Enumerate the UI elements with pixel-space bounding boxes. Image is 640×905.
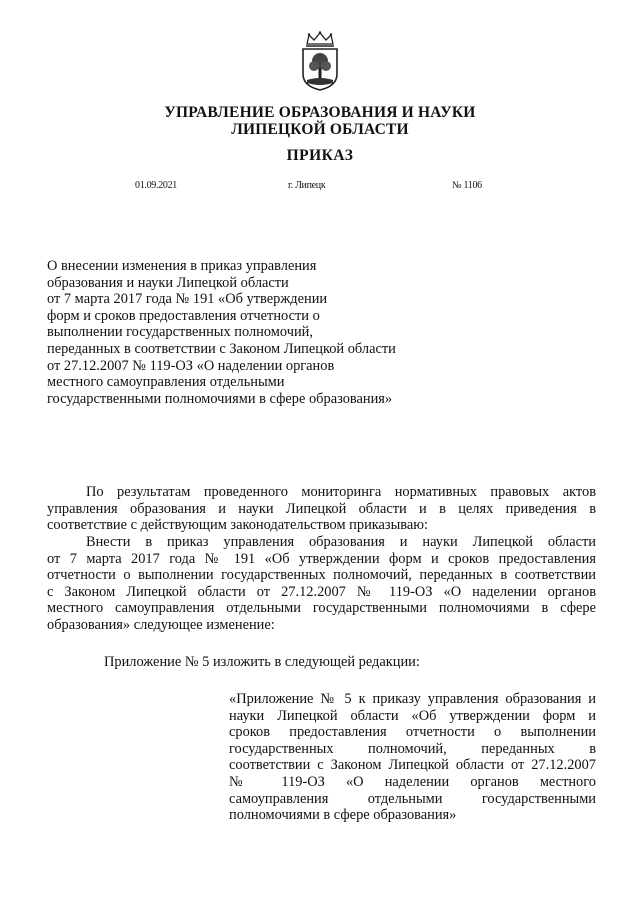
subject-line: государственными полномочиями в сфере образования»	[47, 390, 393, 407]
order-subject	[47, 258, 447, 407]
quote-line: полномочиями в сфере образования»	[229, 807, 457, 824]
subject-line: О внесении изменения в приказ управления	[47, 258, 317, 274]
body-paragraph-1	[47, 484, 596, 534]
quote-line: государственных полномочий, переданных в	[229, 740, 596, 757]
subject-line: переданных в соответствии с Законом Липецкой области	[47, 340, 396, 357]
quote-line: самоуправления отдельными государственными	[229, 790, 596, 807]
subject-line: от 7 марта 2017 года № 191 «Об утверждении	[47, 291, 328, 308]
paragraph-line: местного самоуправления отдельными государственными полномочиями в сфере	[47, 600, 596, 617]
paragraph-line: отчетности о выполнении государственных полномочий, переданных в соответствии	[47, 567, 596, 584]
subject-line: выполнении государственных полномочий,	[47, 324, 313, 341]
subject-line: от 27.12.2007 № 119-ОЗ «О наделении органов	[47, 357, 335, 374]
document-type: ПРИКАЗ	[286, 147, 354, 164]
order-city: г. Липецк	[288, 180, 326, 191]
body-paragraph-2	[47, 534, 596, 634]
quote-line: № 119-ОЗ «О наделении органов местного	[229, 773, 596, 790]
appendix-quote	[229, 691, 596, 824]
order-date: 01.09.2021	[135, 180, 178, 191]
organization-name-line-1: УПРАВЛЕНИЕ ОБРАЗОВАНИЯ И НАУКИ	[164, 104, 476, 121]
paragraph-line: управления образования и науки Липецкой области и в целях приведения в	[47, 500, 596, 517]
coat-of-arms-icon	[298, 30, 342, 92]
organization-name-line-2: ЛИПЕЦКОЙ ОБЛАСТИ	[231, 121, 409, 138]
quote-line: сроков предоставления отчетности о выполнении	[229, 724, 596, 741]
paragraph-line: с Законом Липецкой области от 27.12.2007 № 119-ОЗ «О наделении органов	[47, 583, 596, 600]
quote-line: науки Липецкой области «Об утверждении форм и	[229, 707, 596, 724]
quote-line: соответствии с Законом Липецкой области от 27.12.2007	[229, 757, 596, 774]
order-number: № 1106	[452, 180, 482, 191]
paragraph-line: Внести в приказ управления образования и науки Липецкой области	[86, 534, 596, 550]
appendix-instruction: Приложение № 5 изложить в следующей редакции:	[104, 654, 420, 670]
subject-line: местного самоуправления отдельными	[47, 374, 285, 391]
paragraph-line: образования» следующее изменение:	[47, 616, 275, 633]
subject-line: образования и науки Липецкой области	[47, 274, 289, 291]
paragraph-line: от 7 марта 2017 года № 191 «Об утверждении форм и сроков предоставления	[47, 550, 596, 567]
quote-line: «Приложение № 5 к приказу управления образования и	[229, 691, 596, 707]
paragraph-line: По результатам проведенного мониторинга нормативных правовых актов	[86, 484, 596, 500]
paragraph-line: соответствие с действующим законодательством приказываю:	[47, 517, 429, 534]
subject-line: форм и сроков предоставления отчетности о	[47, 307, 320, 324]
